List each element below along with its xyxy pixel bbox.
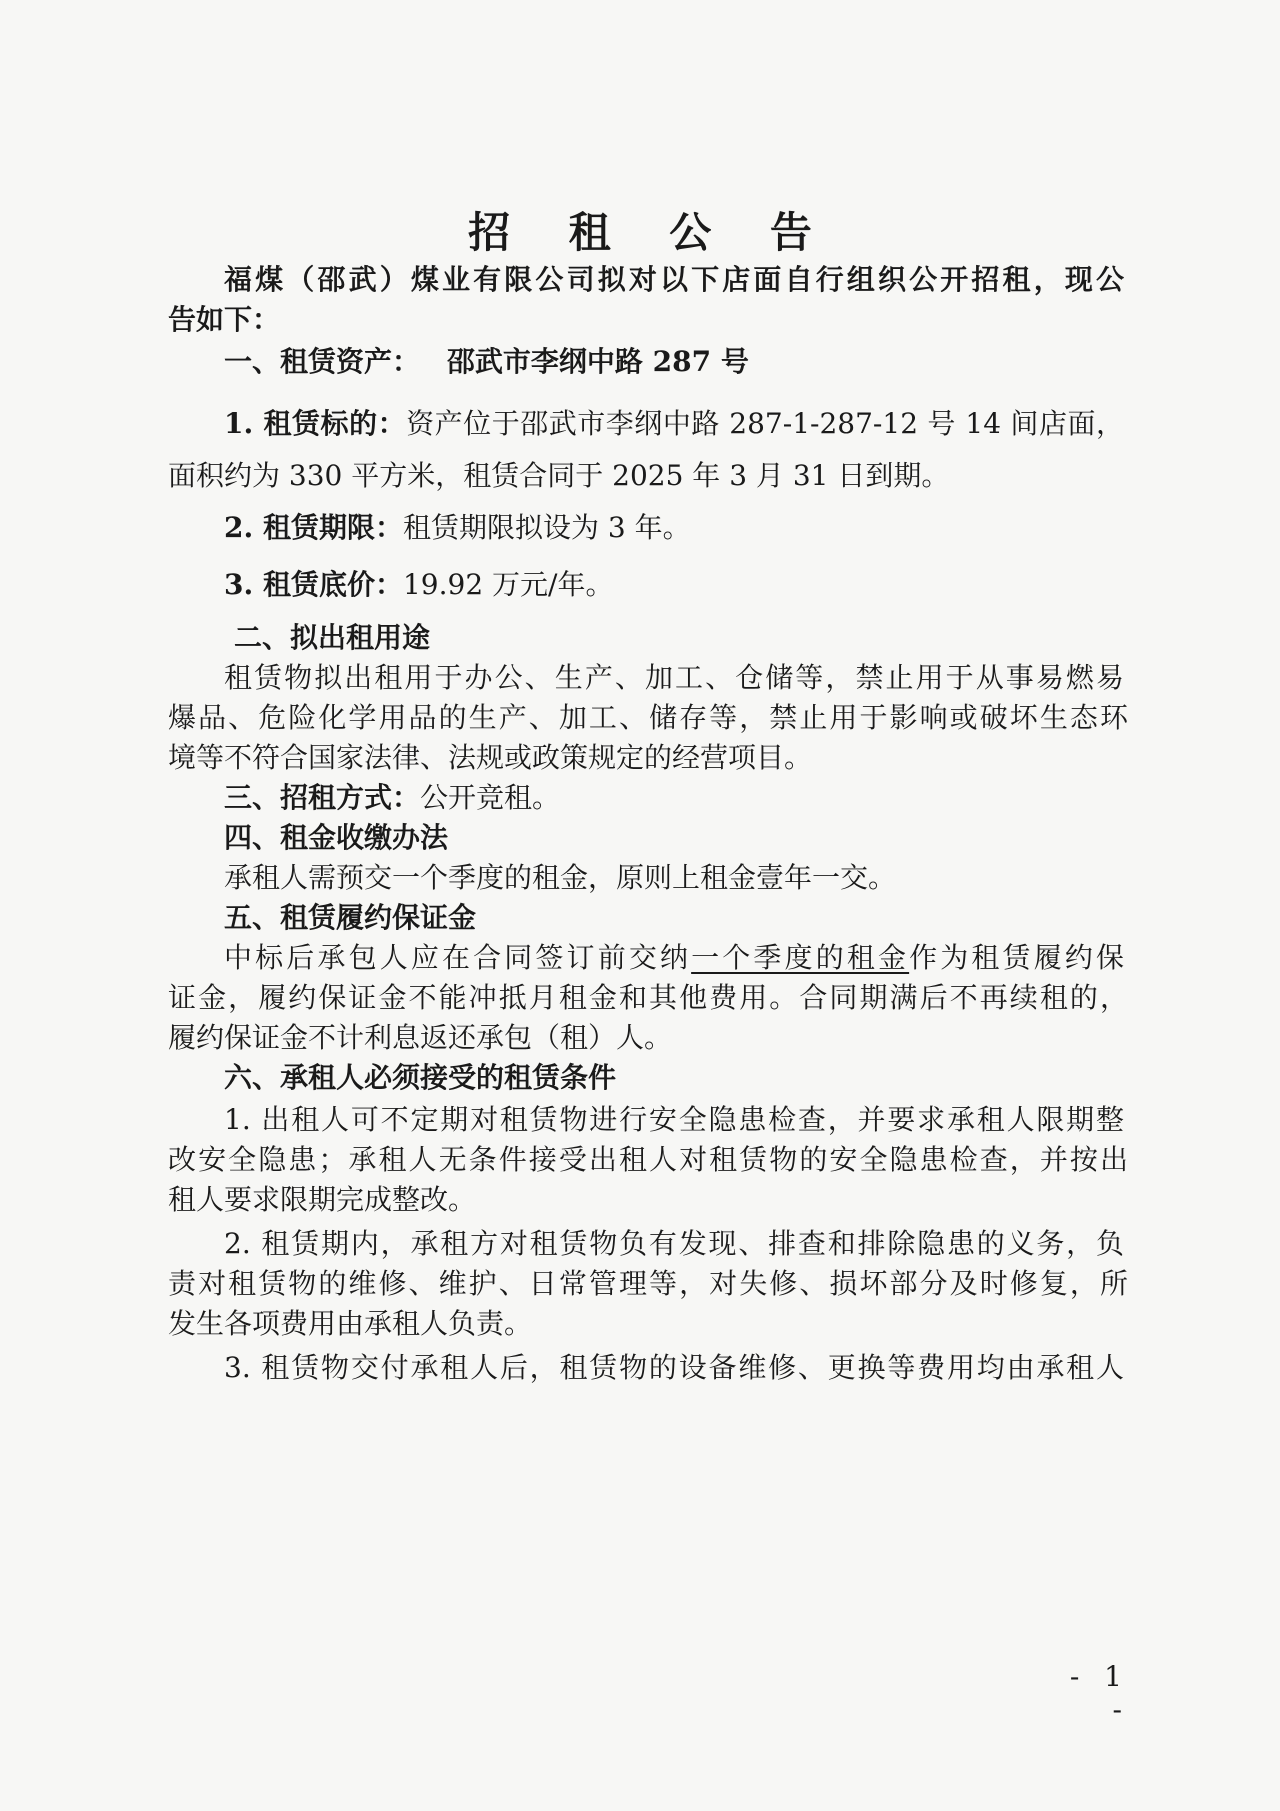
intro-line-2: 告如下： [168, 303, 281, 336]
section-5-line-2: 证金，履约保证金不能冲抵月租金和其他费用。合同期满后不再续租的， [168, 981, 1128, 1014]
section-1-item-3 [224, 567, 1124, 603]
condition-2-line-1: 2. 租赁期内，承租方对租赁物负有发现、排查和排除隐患的义务，负 [224, 1227, 1124, 1260]
section-3-heading: 三、招租方式： [224, 781, 421, 814]
section-4-line-1: 承租人需预交一个季度的租金，原则上租金壹年一交。 [224, 861, 897, 894]
section-3-value: 公开竞租。 [420, 781, 561, 814]
item-3-label: 3. 租赁底价： [224, 568, 403, 601]
item-2-label: 2. 租赁期限： [224, 511, 403, 544]
section-5-line-1-a: 中标后承包人应在合同签订前交纳 [224, 941, 692, 974]
condition-2-line-2: 责对租赁物的维修、维护、日常管理等，对失修、损坏部分及时修复，所 [168, 1267, 1128, 1300]
section-4-heading: 四、租金收缴办法 [224, 821, 449, 854]
section-5-heading: 五、租赁履约保证金 [224, 901, 477, 934]
condition-1-line-3: 租人要求限期完成整改。 [168, 1183, 477, 1216]
condition-2-line-3: 发生各项费用由承租人负责。 [168, 1307, 533, 1340]
section-2-heading: 二、拟出租用途 [234, 621, 431, 654]
section-1-item-1-cont: 面积约为 330 平方米，租赁合同于 2025 年 3 月 31 日到期。 [168, 459, 950, 492]
section-2-line-3: 境等不符合国家法律、法规或政策规定的经营项目。 [168, 741, 813, 774]
section-6-heading: 六、承租人必须接受的租赁条件 [224, 1061, 617, 1094]
page-title: 招 租 公 告 [468, 208, 834, 257]
condition-1-line-2: 改安全隐患；承租人无条件接受出租人对租赁物的安全隐患检查，并按出 [168, 1143, 1128, 1176]
section-3 [224, 780, 1124, 816]
section-5-underlined: 一个季度的租金 [691, 941, 910, 974]
item-3-text: 19.92 万元/年。 [402, 568, 614, 601]
section-5-line-1 [224, 940, 1124, 976]
item-1-label: 1. 租赁标的： [224, 407, 407, 440]
section-1 [224, 344, 1124, 380]
section-5-line-3: 履约保证金不计利息返还承包（租）人。 [168, 1021, 673, 1054]
section-1-item-2 [224, 510, 1124, 546]
section-2-line-2: 爆品、危险化学用品的生产、加工、储存等，禁止用于影响或破坏生态环 [168, 701, 1128, 734]
page-number: - 1 - [1069, 1660, 1130, 1726]
section-1-heading: 一、租赁资产： [224, 345, 421, 378]
section-1-item-1 [224, 406, 1124, 442]
item-1-text: 资产位于邵武市李纲中路 287-1-287-12 号 14 间店面， [406, 407, 1124, 440]
section-5-line-1-b: 作为租赁履约保 [909, 941, 1124, 974]
section-2-line-1: 租赁物拟出租用于办公、生产、加工、仓储等，禁止用于从事易燃易 [224, 661, 1124, 694]
condition-1-line-1: 1. 出租人可不定期对租赁物进行安全隐患检查，并要求承租人限期整 [224, 1103, 1124, 1136]
section-1-address: 邵武市李纲中路 287 号 [446, 345, 749, 378]
intro-line-1: 福煤（邵武）煤业有限公司拟对以下店面自行组织公开招租，现公 [224, 263, 1124, 296]
condition-3-line-1: 3. 租赁物交付承租人后，租赁物的设备维修、更换等费用均由承租人 [224, 1351, 1124, 1384]
item-2-text: 租赁期限拟设为 3 年。 [402, 511, 691, 544]
